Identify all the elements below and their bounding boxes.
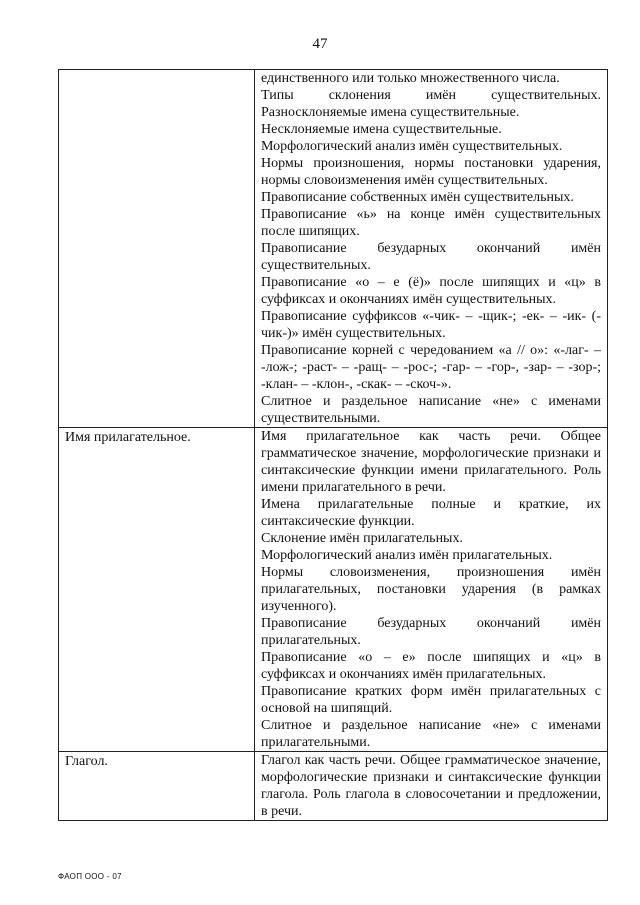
- content-item: Склонение имён прилагательных.: [261, 531, 463, 546]
- content-item: Правописание безударных окончаний имён существительных.: [261, 241, 601, 273]
- content-items: [255, 752, 607, 820]
- content-item: Нормы словоизменения, произношения имён прилагательных, постановки ударения (в рамках изученного).: [261, 565, 601, 614]
- content-item: Имена прилагательные полные и краткие, их синтаксические функции.: [261, 497, 601, 529]
- content-item: Правописание «ь» на конце имён существительных после шипящих.: [261, 207, 601, 239]
- page-number: 47: [312, 36, 328, 52]
- table-row: [59, 70, 608, 428]
- topic-label: Глагол.: [65, 754, 108, 769]
- topic-cell: [59, 70, 255, 428]
- content-cell: [255, 428, 608, 752]
- topic-label: [59, 70, 254, 72]
- curriculum-table: [58, 69, 608, 821]
- content-item: Слитное и раздельное написание «не» с именами существительными.: [261, 394, 601, 426]
- content-item: Имя прилагательное как часть речи. Общее грамматическое значение, морфологические признаки и синтаксические функции имени прилагательного. Роль имени прилагательного в речи.: [261, 429, 601, 495]
- topic-cell: [59, 752, 255, 821]
- content-cell: [255, 70, 608, 428]
- document-footer-code: ФАОП ООО - 07: [58, 872, 122, 881]
- topic-cell: [59, 428, 255, 752]
- content-items: [255, 428, 607, 751]
- content-item: Глагол как часть речи. Общее грамматическое значение, морфологические признаки и синтаксические функции глагола. Роль глагола в словосочетании и предложении, в речи.: [261, 753, 601, 819]
- content-item: Несклоняемые имена существительные.: [261, 122, 502, 137]
- content-item: Нормы произношения, нормы постановки ударения, нормы словоизменения имён существительных.: [261, 156, 601, 188]
- content-item: Правописание «о – е» после шипящих и «ц» в суффиксах и окончаниях имён прилагательных.: [261, 650, 601, 682]
- content-item: Морфологический анализ имён прилагательных.: [261, 548, 553, 563]
- content-items: [255, 70, 607, 427]
- table-row: [59, 752, 608, 821]
- content-item: единственного или только множественного числа.: [261, 71, 560, 86]
- content-cell: [255, 752, 608, 821]
- content-item: Правописание корней с чередованием «а // о»: «-лаг- – -лож-; -раст- – -ращ- – -рос-; -гар- – -гор-, -зар- – -зор-; -клан- – -клон-, -скак- – -скоч-».: [261, 343, 601, 392]
- curriculum-table-body: [59, 70, 608, 821]
- topic-label: Имя прилагательное.: [65, 430, 191, 445]
- content-item: Правописание кратких форм имён прилагательных с основой на шипящий.: [261, 684, 601, 716]
- content-item: Типы склонения имён существительных. Разносклоняемые имена существительные.: [261, 88, 601, 120]
- table-row: [59, 428, 608, 752]
- content-item: Правописание безударных окончаний имён прилагательных.: [261, 616, 601, 648]
- content-item: Морфологический анализ имён существительных.: [261, 139, 563, 154]
- content-item: Правописание «о – е (ё)» после шипящих и «ц» в суффиксах и окончаниях имён существительных.: [261, 275, 601, 307]
- content-item: Слитное и раздельное написание «не» с именами прилагательными.: [261, 718, 601, 750]
- content-item: Правописание суффиксов «-чик- – -щик-; -ек- – -ик- (-чик-)» имён существительных.: [261, 309, 601, 341]
- content-item: Правописание собственных имён существительных.: [261, 190, 574, 205]
